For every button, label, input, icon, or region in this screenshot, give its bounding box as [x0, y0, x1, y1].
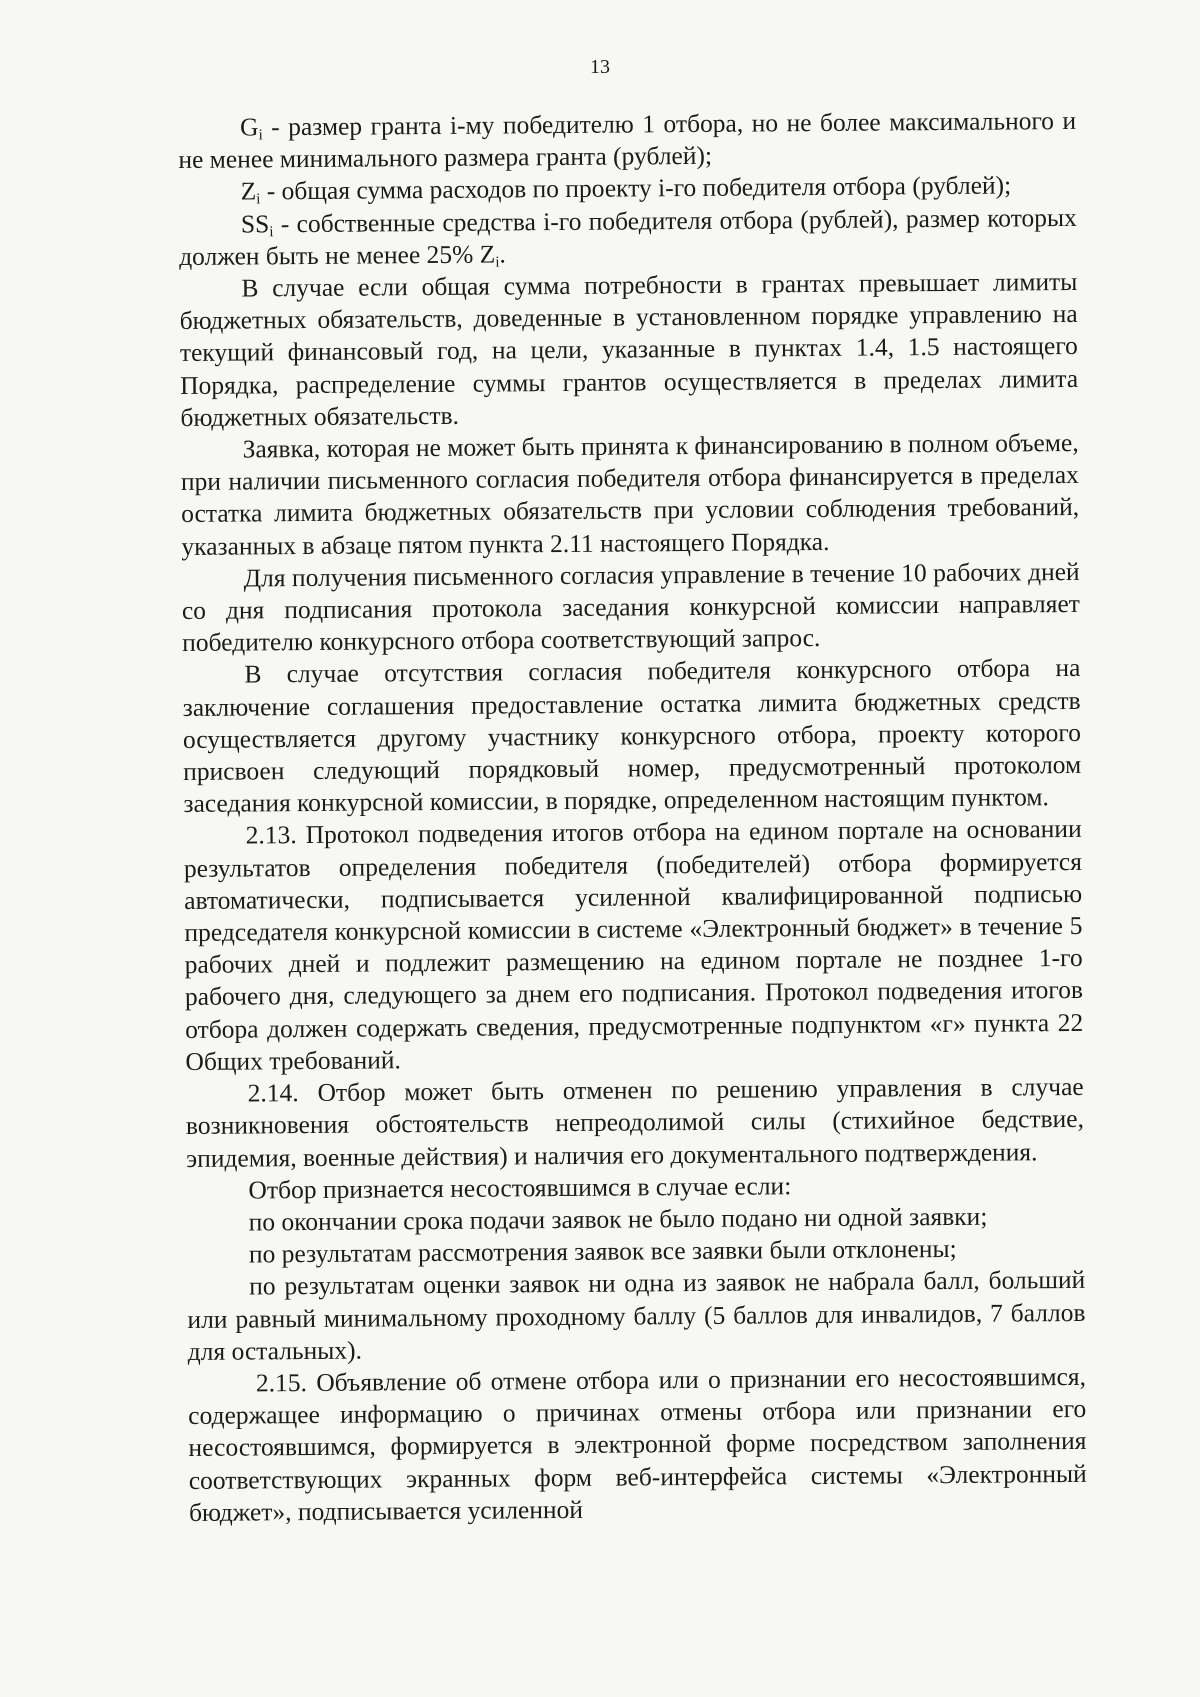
- subscript-i: i: [495, 254, 500, 271]
- paragraph-ssi: [179, 202, 1077, 273]
- paragraph: Для получения письменного согласия управление в течение 10 рабочих дней со дня подписания протокола заседания конкурсной комиссии направляет победителю конкурсного отбора соответствующий запрос.: [181, 556, 1081, 658]
- document-body: [178, 105, 1087, 1529]
- paragraph: В случае отсутствия согласия победителя конкурсного отбора на заключение соглашения предоставление остатка лимита бюджетных средств осуществляется другому участнику конкурсного отбора, проекту которого присвоен следующий порядковый номер, предусмотренный протоколом заседания конкурсной комиссии, в порядке, определенном настоящим пунктом.: [182, 653, 1082, 819]
- subscript-i: i: [269, 223, 274, 240]
- definition-end: .: [499, 239, 506, 269]
- symbol-g: G: [240, 112, 259, 142]
- list-item: по результатам рассмотрения заявок все заявки были отклонены;: [248, 1234, 957, 1269]
- paragraph: В случае если общая сумма потребности в грантах превышает лимиты бюджетных обязательств, доведенные в установленном порядке управлению на текущий финансовый год, на цели, указанные в пунктах 1.4, 1.5 настоящего Порядка, распределение суммы грантов осуществляется в пределах лимита бюджетных обязательств.: [179, 266, 1079, 432]
- list-item: по результатам оценки заявок ни одна из заявок не набрала балл, больший или равный минимальному проходному баллу (5 баллов для инвалидов, 7 баллов для остальных).: [187, 1265, 1086, 1366]
- page-number: 13: [590, 56, 610, 78]
- definition-text: - размер гранта i-му победителю 1 отбора, но не более максимального и не менее минимального размера гранта (рублей);: [178, 105, 1077, 175]
- paragraph: Заявка, которая не может быть принята к финансированию в полном объеме, при наличии письменного согласия победителя отбора финансируется в пределах остатка лимита бюджетных обязательств при условии соблюдения требований, указанных в абзаце пятом пункта 2.11 настоящего Порядка.: [180, 427, 1080, 561]
- clause-2-13: 2.13. Протокол подведения итогов отбора на едином портале на основании результатов определения победителя (победителей) отбора формируется автоматически, подписывается усиленной квалифицированной подписью председателя конкурсной комиссии в системе «Электронный бюджет» в течение 5 рабочих дней и подлежит размещению на едином портале не позднее 1-го рабочего дня, следующего за днем его подписания. Протокол подведения итогов отбора должен содержать сведения, предусмотренные подпунктом «г» пункта 22 Общих требований.: [183, 814, 1084, 1076]
- symbol-z: Z: [240, 176, 257, 206]
- clause-2-15: 2.15. Объявление об отмене отбора или о признании его несостоявшимся, содержащее информацию о причинах отмены отбора или признании его несостоявшимся, формируется в электронной форме посредством заполнения соответствующих экранных форм веб-интерфейса системы «Электронный бюджет», подписывается усиленной: [188, 1361, 1087, 1527]
- list-item: по окончании срока подачи заявок не было подано ни одной заявки;: [248, 1201, 988, 1237]
- paragraph: Отбор признается несостоявшимся в случае если:: [248, 1170, 792, 1205]
- clause-2-14: 2.14. Отбор может быть отменен по решению управления в случае возникновения обстоятельств непреодолимой силы (стихийное бедствие, эпидемия, военные действия) и наличия его документального подтверждения.: [185, 1072, 1085, 1173]
- symbol-ss: SS: [240, 208, 270, 239]
- subscript-i: i: [258, 127, 263, 144]
- subscript-i: i: [256, 191, 261, 208]
- paragraph-gi: [178, 105, 1076, 176]
- definition-text: - общая сумма расходов по проекту i-го победителя отбора (рублей);: [260, 170, 1012, 206]
- definition-text: - собственные средства i-го победителя отбора (рублей), размер которых должен быть не менее 25% Z: [179, 202, 1077, 271]
